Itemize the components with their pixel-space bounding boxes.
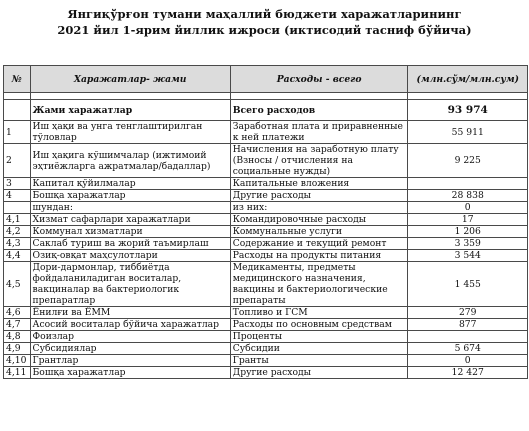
row-label-uz: Бошқа харажатлар <box>30 190 230 202</box>
budget-table <box>3 65 528 379</box>
row-value: 28 838 <box>408 190 528 202</box>
row-label-uz: Иш ҳақи ва унга тенглаштирилган тўловлар <box>30 121 230 144</box>
row-num: 4,7 <box>4 319 31 331</box>
row-label-uz: шундан: <box>30 202 230 214</box>
table-row <box>4 202 528 214</box>
row-num: 4 <box>4 190 31 202</box>
row-label-ru: Командировочные расходы <box>230 214 408 226</box>
row-label-ru: Другие расходы <box>230 367 408 379</box>
row-label-uz: Коммунал хизматлари <box>30 226 230 238</box>
table-row <box>4 214 528 226</box>
row-label-uz: Грантлар <box>30 355 230 367</box>
total-value: 93 974 <box>408 100 528 121</box>
row-value: 9 225 <box>408 144 528 178</box>
row-label-uz: Хизмат сафарлари харажатлари <box>30 214 230 226</box>
header-row <box>4 66 528 93</box>
table-row <box>4 250 528 262</box>
table-row <box>4 238 528 250</box>
row-value <box>408 331 528 343</box>
row-label-ru: Коммунальные услуги <box>230 226 408 238</box>
row-label-uz: Ёнилғи ва ЁММ <box>30 307 230 319</box>
row-value: 5 674 <box>408 343 528 355</box>
row-label-ru: Расходы по основным средствам <box>230 319 408 331</box>
row-value: 3 359 <box>408 238 528 250</box>
row-label-uz: Иш ҳақига кўшимчалар (ижтимоий эҳтиёжларга ажратмалар/бадаллар) <box>30 144 230 178</box>
row-value: 3 544 <box>408 250 528 262</box>
table-row <box>4 331 528 343</box>
header-num: № <box>4 66 31 93</box>
row-num <box>4 202 31 214</box>
row-label-ru: Расходы на продукты питания <box>230 250 408 262</box>
table-row <box>4 121 528 144</box>
table-row <box>4 343 528 355</box>
row-num: 1 <box>4 121 31 144</box>
table-row <box>4 367 528 379</box>
row-num: 4,3 <box>4 238 31 250</box>
row-num: 4,10 <box>4 355 31 367</box>
table-row <box>4 355 528 367</box>
row-num: 4,5 <box>4 262 31 307</box>
row-value <box>408 178 528 190</box>
row-value: 1 206 <box>408 226 528 238</box>
row-label-uz: Озиқ-овқат маҳсулотлари <box>30 250 230 262</box>
row-label-ru: Субсидии <box>230 343 408 355</box>
table-row <box>4 307 528 319</box>
row-label-ru: из них: <box>230 202 408 214</box>
header-ru: Расходы - всего <box>230 66 408 93</box>
row-label-uz: Саклаб туриш ва жорий таъмирлаш <box>30 238 230 250</box>
table-row <box>4 190 528 202</box>
spacer-row <box>4 93 528 100</box>
row-label-ru: Начисления на заработную плату (Взносы / отчисления на социальные нужды) <box>230 144 408 178</box>
row-num: 4,9 <box>4 343 31 355</box>
row-label-uz: Бошқа харажатлар <box>30 367 230 379</box>
row-value: 17 <box>408 214 528 226</box>
table-row <box>4 319 528 331</box>
total-num <box>4 100 31 121</box>
row-value: 279 <box>408 307 528 319</box>
row-label-ru: Топливо и ГСМ <box>230 307 408 319</box>
row-label-uz: Асосий воситалар бўйича харажатлар <box>30 319 230 331</box>
row-num: 4,6 <box>4 307 31 319</box>
total-row <box>4 100 528 121</box>
row-label-ru: Содержание и текущий ремонт <box>230 238 408 250</box>
table-row <box>4 262 528 307</box>
document-title <box>0 0 529 38</box>
row-num: 2 <box>4 144 31 178</box>
row-label-ru: Другие расходы <box>230 190 408 202</box>
row-label-ru: Проценты <box>230 331 408 343</box>
row-num: 3 <box>4 178 31 190</box>
row-label-ru: Капитальные вложения <box>230 178 408 190</box>
row-label-ru: Гранты <box>230 355 408 367</box>
row-label-uz: Капитал қўйилмалар <box>30 178 230 190</box>
row-num: 4,11 <box>4 367 31 379</box>
row-label-ru: Заработная плата и приравненные к ней платежи <box>230 121 408 144</box>
total-label-uz: Жами харажатлар <box>30 100 230 121</box>
title-line-2: 2021 йил 1-ярим йиллик ижроси (иктисодий тасниф бўйича) <box>57 23 472 37</box>
row-value: 1 455 <box>408 262 528 307</box>
header-unit: (млн.сўм/млн.сум) <box>408 66 528 93</box>
title-line-1: Янгиқўрғон тумани маҳаллий бюджети харажатларининг <box>67 7 462 21</box>
row-value: 55 911 <box>408 121 528 144</box>
row-label-uz: Субсидиялар <box>30 343 230 355</box>
row-num: 4,4 <box>4 250 31 262</box>
header-uz: Харажатлар- жами <box>30 66 230 93</box>
row-num: 4,1 <box>4 214 31 226</box>
row-label-uz: Дори-дармонлар, тиббиётда фойдаланиладиган воситалар, вакциналар ва бактериологик препаратлар <box>30 262 230 307</box>
row-num: 4,2 <box>4 226 31 238</box>
row-label-uz: Фоизлар <box>30 331 230 343</box>
row-value: 877 <box>408 319 528 331</box>
row-value: 0 <box>408 355 528 367</box>
row-value: 0 <box>408 202 528 214</box>
row-label-ru: Медикаменты, предметы медицинского назначения, вакцины и бактериологические препараты <box>230 262 408 307</box>
table-row <box>4 226 528 238</box>
table-row <box>4 178 528 190</box>
row-num: 4,8 <box>4 331 31 343</box>
table-row <box>4 144 528 178</box>
table-body <box>4 93 528 379</box>
row-value: 12 427 <box>408 367 528 379</box>
total-label-ru: Всего расходов <box>230 100 408 121</box>
